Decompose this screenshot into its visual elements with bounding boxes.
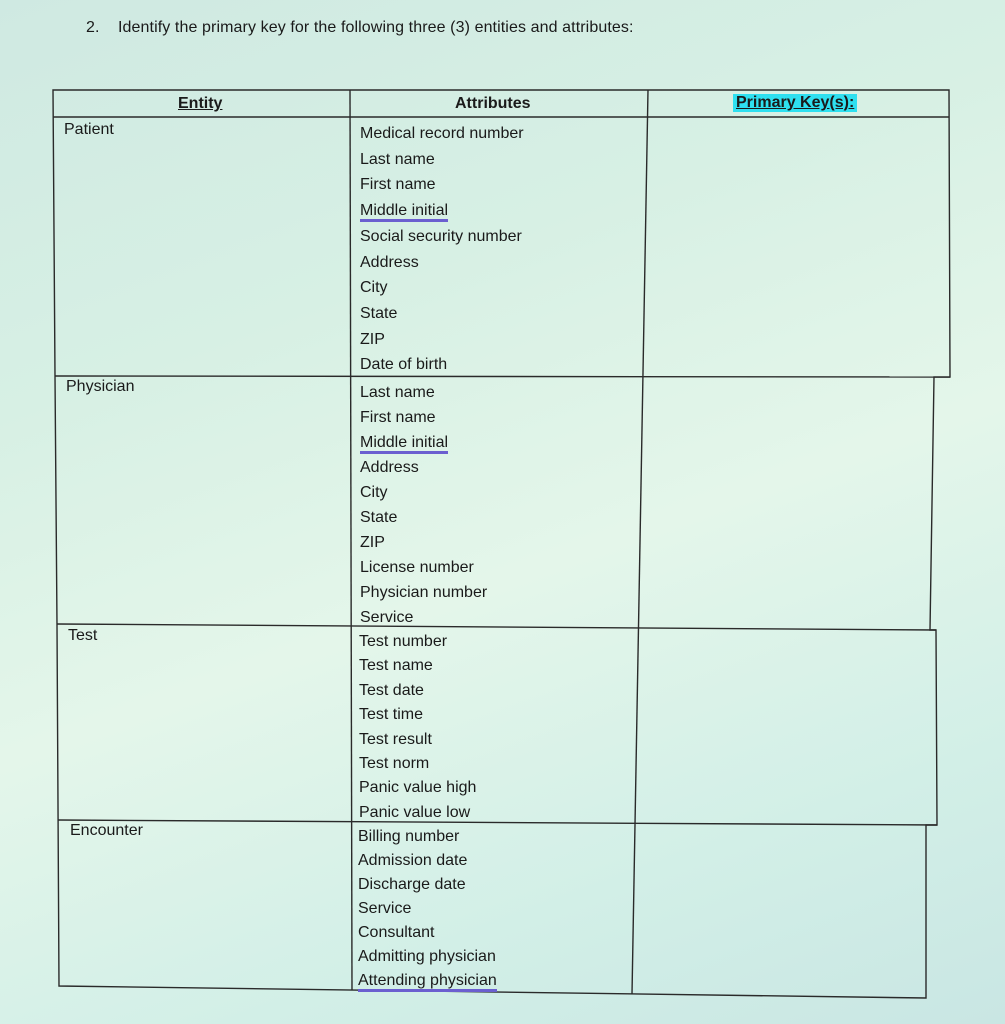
attribute-list-encounter [358,825,497,993]
attribute-item: Last name [360,384,435,401]
question-prompt: Identify the primary key for the following three (3) entities and attributes: [118,19,634,36]
attribute-item: ZIP [360,534,385,551]
attribute-item: Test date [359,681,424,699]
attribute-list-patient [360,121,524,378]
attribute-item: Last name [360,150,435,168]
attribute-item: License number [360,559,474,576]
attribute-item [360,430,487,455]
question-number: 2. [86,19,100,36]
attribute-item: Physician number [360,584,488,601]
attribute-item: State [360,304,398,322]
attribute-list-test [359,630,476,825]
attribute-item: First name [360,176,436,194]
spellcheck-underline: Attending physician [358,972,497,992]
attribute-item: Test name [359,657,433,675]
attribute-item: Address [360,459,419,476]
spellcheck-underline: Middle initial [360,202,448,222]
col-divider-2 [632,90,648,994]
header-attributes: Attributes [455,95,531,112]
attribute-item: ZIP [360,330,385,348]
attribute-item: City [360,279,388,297]
attribute-item [358,969,497,993]
attribute-item: Social security number [360,227,522,245]
spellcheck-underline: Middle initial [360,434,448,454]
entity-test: Test [68,627,98,644]
attribute-item: Discharge date [358,876,466,893]
attribute-item: Medical record number [360,125,524,142]
attribute-item: Service [358,900,412,917]
entity-patient: Patient [64,121,114,138]
attribute-item: Billing number [358,828,460,845]
attribute-item: Panic value high [359,779,477,797]
attribute-item: Test result [359,730,432,748]
row-divider-2 [57,624,936,630]
attribute-item: Consultant [358,924,435,941]
entity-encounter: Encounter [70,822,143,839]
attribute-item: Test number [359,633,448,650]
attribute-item: First name [360,409,436,426]
attribute-item: Address [360,253,419,271]
entity-physician: Physician [66,378,135,395]
header-entity: Entity [178,95,223,112]
attribute-item: Test time [359,706,424,724]
col-divider-1 [350,90,352,990]
attribute-list-physician [360,380,487,630]
attribute-item [360,198,524,224]
attribute-item: Service [360,609,414,626]
attribute-item: City [360,484,388,501]
header-primary-keys: Primary Key(s): [733,94,857,112]
attribute-item: Test norm [359,755,430,773]
attribute-item: Admission date [358,852,468,869]
attribute-item: Date of birth [360,356,448,374]
attribute-item: Panic value low [359,803,471,821]
attribute-item: Admitting physician [358,948,496,965]
row-divider-3 [58,820,937,825]
attribute-item: State [360,509,398,526]
